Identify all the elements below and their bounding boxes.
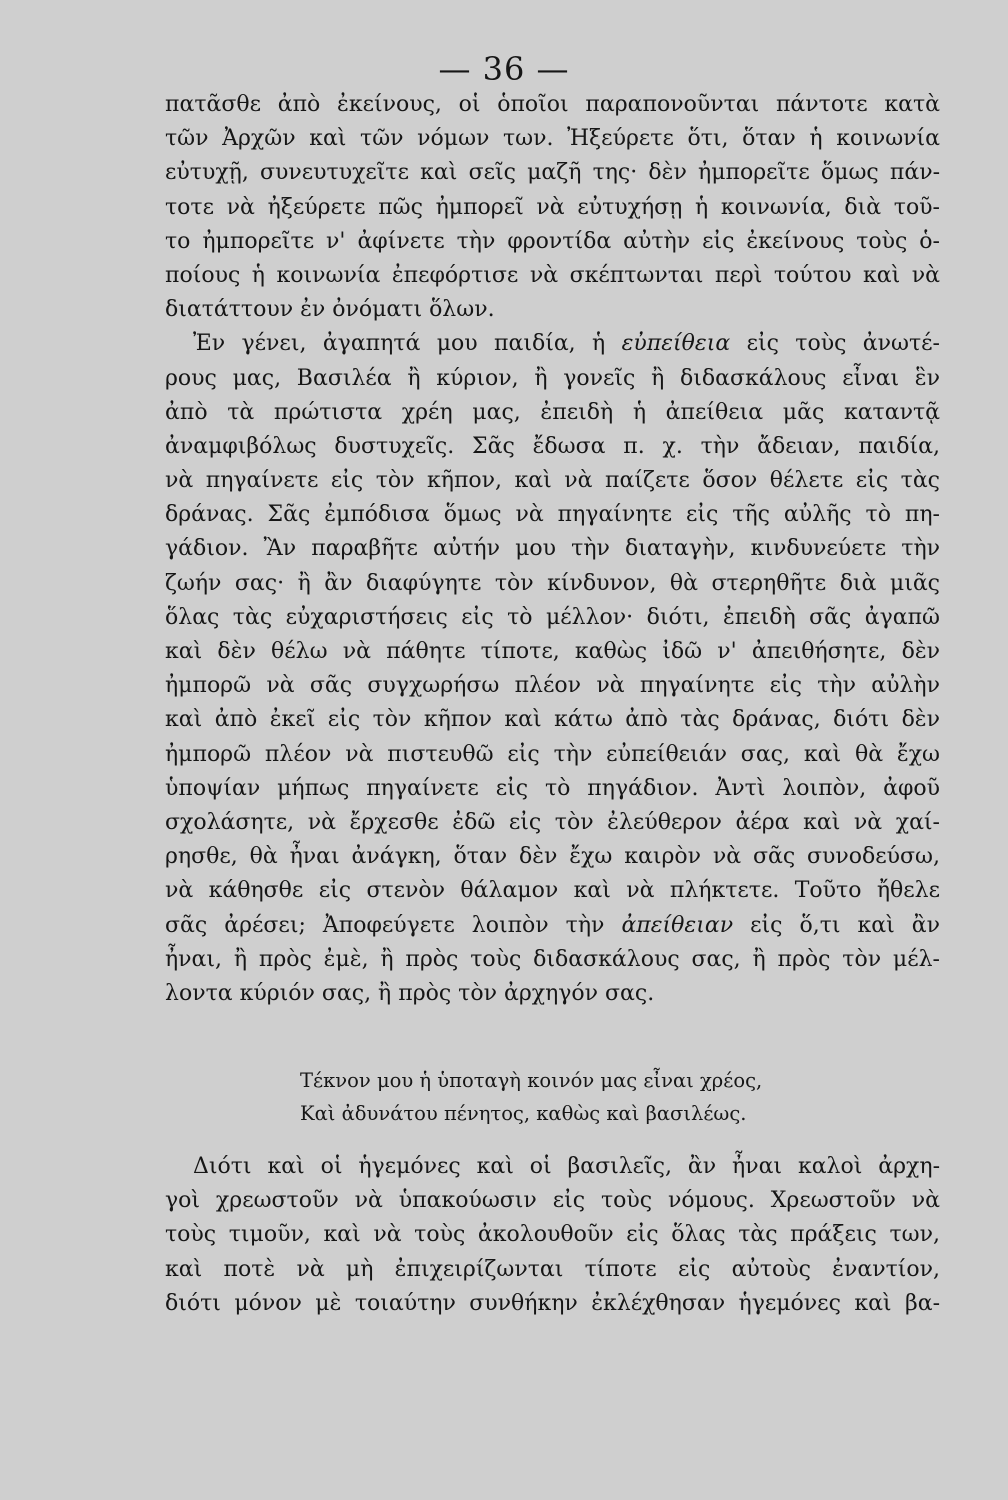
text-line: γοὶ χρεωστοῦν νὰ ὑπακούωσιν εἰς τοὺς νόμους. Χρεωστοῦν νὰ <box>165 1188 940 1214</box>
text-line: ἀπὸ τὰ πρώτιστα χρέη μας, ἐπειδὴ ἡ ἀπείθεια μᾶς καταντᾷ <box>165 399 940 425</box>
text-line: δράνας. Σᾶς ἐμπόδισα ὅμως νὰ πηγαίνητε εἰς τῆς αὐλῆς τὸ πη- <box>165 502 940 528</box>
text-line: ρους μας, Βασιλέα ἢ κύριον, ἢ γονεῖς ἢ διδασκάλους εἶναι ἓν <box>165 365 940 391</box>
text-line: ὑποψίαν μήπως πηγαίνετε εἰς τὸ πηγάδιον. Ἀντὶ λοιπὸν, ἀφοῦ <box>165 775 940 801</box>
text-line: Διότι καὶ οἱ ἡγεμόνες καὶ οἱ βασιλεῖς, ἂν ἦναι καλοὶ ἀρχη- <box>193 1154 940 1179</box>
text-line: ἀναμφιβόλως δυστυχεῖς. Σᾶς ἔδωσα π. χ. τὴν ἄδειαν, παιδία, <box>165 433 940 459</box>
text-line: πατᾶσθε ἀπὸ ἐκείνους, οἱ ὁποῖοι παραπονοῦνται πάντοτε κατὰ <box>165 92 940 117</box>
text-line: διατάττουν ἐν ὀνόματι ὅλων. <box>165 297 495 323</box>
text-line: λοντα κύριόν σας, ἢ πρὸς τὸν ἀρχηγόν σας. <box>165 980 655 1006</box>
text-segment: σᾶς ἀρέσει; Ἀποφεύγετε λοιπὸν τὴν <box>165 912 605 938</box>
text-line <box>165 909 940 943</box>
text-line: καὶ ποτὲ νὰ μὴ ἐπιχειρίζωνται τίποτε εἰς αὐτοὺς ἐναντίον, <box>165 1256 940 1282</box>
text-line: ἠμπορῶ νὰ σᾶς συγχωρήσω πλέον νὰ πηγαίνητε εἰς τὴν αὐλὴν <box>165 673 940 699</box>
text-line: γάδιον. Ἂν παραβῆτε αὐτήν μου τὴν διαταγὴν, κινδυνεύετε τὴν <box>165 536 940 562</box>
text-line: τοὺς τιμοῦν, καὶ νὰ τοὺς ἀκολουθοῦν εἰς ὅλας τὰς πράξεις των, <box>165 1222 940 1248</box>
text-line: διότι μόνον μὲ τοιαύτην συνθήκην ἐκλέχθησαν ἡγεμόνες καὶ βα- <box>165 1290 940 1316</box>
text-segment: Ἐν γένει, ἀγαπητά μου παιδία, ἡ <box>193 331 606 357</box>
text-body <box>165 1150 940 1321</box>
text-line: ζωήν σας· ἢ ἂν διαφύγητε τὸν κίνδυνον, θὰ στερηθῆτε διὰ μιᾶς <box>165 570 940 596</box>
text-segment: εἰς ὅ,τι καὶ ἂν <box>750 912 941 938</box>
emphasis-word: ἀπείθειαν <box>621 912 734 938</box>
text-line: εὐτυχῇ, συνευτυχεῖτε καὶ σεῖς μαζῆ της· δὲν ἠμπορεῖτε ὅμως πάν- <box>165 160 940 186</box>
text-line: ρησθε, θὰ ἦναι ἀνάγκη, ὅταν δὲν ἔχω καιρὸν νὰ σᾶς συνοδεύσω, <box>165 844 940 870</box>
text-line: νὰ πηγαίνετε εἰς τὸν κῆπον, καὶ νὰ παίζετε ὅσον θέλετε εἰς τὰς <box>165 468 940 494</box>
text-segment: εἰς τοὺς ἀνωτέ- <box>746 331 940 357</box>
verse-couplet <box>300 1064 840 1130</box>
text-line: ἦναι, ἢ πρὸς ἐμὲ, ἢ πρὸς τοὺς διδασκάλους σας, ἢ πρὸς τὸν μέλ- <box>165 946 940 972</box>
text-line: ποίους ἡ κοινωνία ἐπεφόρτισε νὰ σκέπτωνται περὶ τούτου καὶ νὰ <box>165 262 940 288</box>
text-line: το ἠμπορεῖτε ν' ἀφίνετε τὴν φροντίδα αὐτὴν εἰς ἐκείνους τοὺς ὁ- <box>165 228 940 254</box>
text-line: σχολάσητε, νὰ ἔρχεσθε ἐδῶ εἰς τὸν ἐλεύθερον ἀέρα καὶ νὰ χαί- <box>165 809 940 835</box>
text-line: καὶ ἀπὸ ἐκεῖ εἰς τὸν κῆπον καὶ κάτω ἀπὸ τὰς δράνας, διότι δὲν <box>165 707 940 733</box>
text-line: καὶ δὲν θέλω νὰ πάθητε τίποτε, καθὼς ἰδῶ ν' ἀπειθήσητε, δὲν <box>165 639 940 664</box>
emphasis-word: εὐπείθεια <box>621 331 731 357</box>
text-line: ὅλας τὰς εὐχαριστήσεις εἰς τὸ μέλλον· διότι, ἐπειδὴ σᾶς ἀγαπῶ <box>165 604 940 630</box>
text-line: νὰ κάθησθε εἰς στενὸν θάλαμον καὶ νὰ πλήκτετε. Τοῦτο ἤθελε <box>165 878 940 904</box>
verse-line: Τέκνον μου ἡ ὑποταγὴ κοινόν μας εἶναι χρέος, <box>300 1069 763 1092</box>
verse-line: Καὶ ἀδυνάτου πένητος, καθὼς καὶ βασιλέως. <box>300 1102 747 1125</box>
text-body <box>165 88 940 1011</box>
text-line: τοτε νὰ ἠξεύρετε πῶς ἠμπορεῖ νὰ εὐτυχήσῃ ἡ κοινωνία, διὰ τοῦ- <box>165 194 940 220</box>
text-line: ἠμπορῶ πλέον νὰ πιστευθῶ εἰς τὴν εὐπείθειάν σας, καὶ θὰ ἔχω <box>165 741 940 767</box>
page-number: — 36 — <box>438 50 570 88</box>
text-line: τῶν Ἀρχῶν καὶ τῶν νόμων των. Ἠξεύρετε ὅτι, ὅταν ἡ κοινωνία <box>165 126 940 152</box>
text-line <box>165 327 940 361</box>
